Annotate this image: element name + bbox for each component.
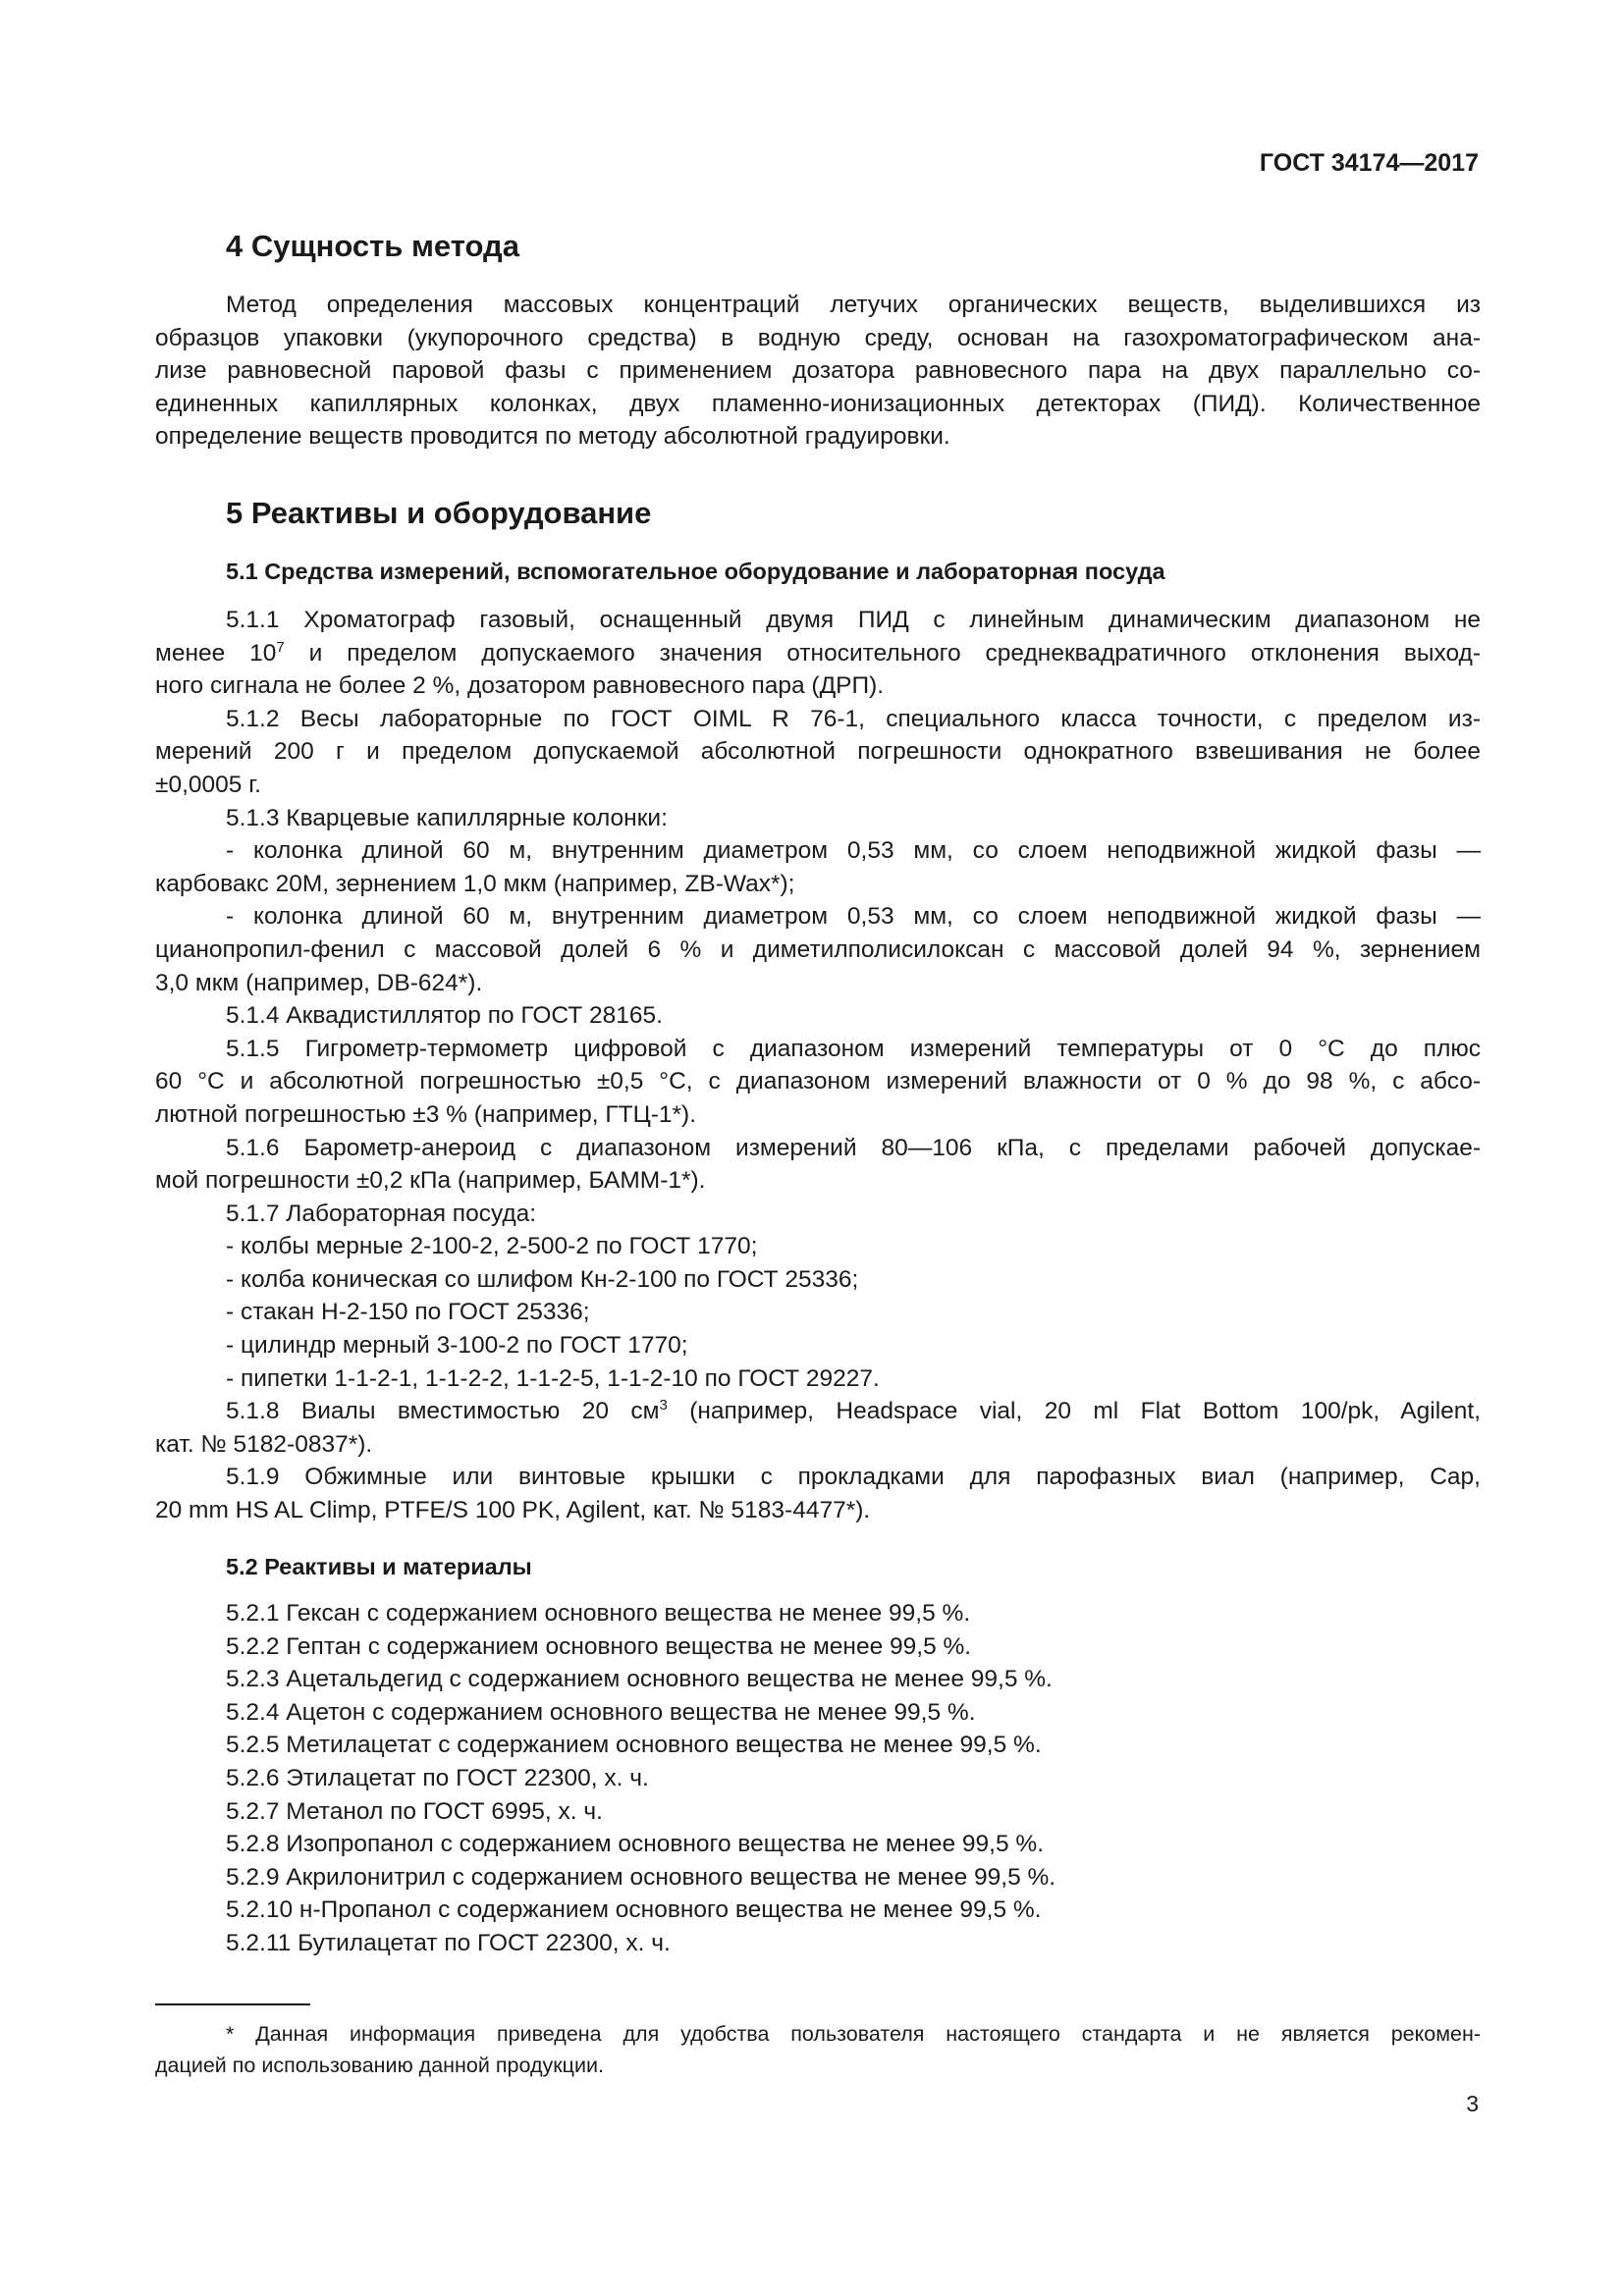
text-line: определение веществ проводится по методу абсолютной градуировки.: [155, 423, 950, 451]
text-line: ±0,0005 г.: [155, 771, 261, 798]
text-line: 5.1.9 Обжимные или винтовые крышки с прокладками для парофазных виал (например, Cap,: [226, 1464, 1481, 1491]
text-line: 3,0 мкм (например, DB-624*).: [155, 969, 483, 996]
text-line: ного сигнала не более 2 %, дозатором равновесного пара (ДРП).: [155, 672, 885, 700]
text-line: 5.1.5 Гигрометр-термометр цифровой с диапазоном измерений температуры от 0 °С до плюс: [226, 1035, 1481, 1062]
section-5-2-body: [155, 1597, 1481, 1960]
text-line: - колба коническая со шлифом Кн-2-100 по ГОСТ 25336;: [226, 1265, 859, 1293]
footnote-divider: [155, 2003, 310, 2005]
list-item: 5.2.5 Метилацетат с содержанием основного вещества не менее 99,5 %.: [226, 1732, 1042, 1759]
text-line: - колбы мерные 2-100-2, 2-500-2 по ГОСТ 1770;: [226, 1233, 758, 1260]
text-line: 20 mm HS AL Climp, PTFE/S 100 PK, Agilent, кат. № 5183-4477*).: [155, 1497, 871, 1524]
text-line: 5.1.6 Барометр-анероид с диапазоном измерений 80—106 кПа, с пределами рабочей допускае-: [226, 1134, 1481, 1161]
list-item: 5.2.6 Этилацетат по ГОСТ 22300, х. ч.: [226, 1764, 649, 1791]
section-5-title: 5 Реактивы и оборудование: [226, 496, 652, 530]
list-item: 5.2.3 Ацетальдегид с содержанием основного вещества не менее 99,5 %.: [226, 1666, 1053, 1693]
page-number: 3: [1466, 2091, 1479, 2116]
text-line: лизе равновесной паровой фазы с применением дозатора равновесного пара на двух параллельно со-: [155, 357, 1481, 385]
text-line: - цилиндр мерный 3-100-2 по ГОСТ 1770;: [226, 1332, 688, 1360]
text-line: мой погрешности ±0,2 кПа (например, БАММ-1*).: [155, 1167, 706, 1195]
text: 5.1.8 Виалы вместимостью 20 см: [226, 1398, 660, 1425]
list-item: 5.2.4 Ацетон с содержанием основного вещества не менее 99,5 %.: [226, 1698, 976, 1726]
text-line: [155, 637, 1481, 670]
superscript: 7: [276, 638, 285, 656]
list-item: 5.2.10 н-Пропанол с содержанием основного вещества не менее 99,5 %.: [226, 1896, 1042, 1924]
footnote-line: дацией по использованию данной продукции.: [155, 2054, 604, 2077]
text-line: цианопропил-фенил с массовой долей 6 % и диметилполисилоксан с массовой долей 94 %, зернением: [155, 935, 1481, 963]
text-line: карбовакс 20М, зернением 1,0 мкм (например, ZB-Wax*);: [155, 870, 795, 897]
text-line: - колонка длиной 60 м, внутренним диаметром 0,53 мм, со слоем неподвижной жидкой фазы —: [226, 837, 1481, 865]
text: (например, Headspace vial, 20 ml Flat Bottom 100/pk, Agilent,: [667, 1398, 1481, 1425]
text-line: - пипетки 1-1-2-1, 1-1-2-2, 1-1-2-5, 1-1-2-10 по ГОСТ 29227.: [226, 1364, 880, 1392]
text: и пределом допускаемого значения относительного среднеквадратичного отклонения выход-: [284, 639, 1481, 667]
text-line: - стакан Н-2-150 по ГОСТ 25336;: [226, 1299, 590, 1326]
text-line: 5.1.4 Аквадистиллятор по ГОСТ 28165.: [226, 1002, 663, 1030]
section-4-body: [155, 289, 1481, 454]
text-line: мерений 200 г и пределом допускаемой абсолютной погрешности однократного взвешивания не более: [155, 738, 1481, 766]
text-line: 5.1.1 Хроматограф газовый, оснащенный двумя ПИД с линейным динамическим диапазоном не: [226, 607, 1481, 633]
text-line: - колонка длиной 60 м, внутренним диаметром 0,53 мм, со слоем неподвижной жидкой фазы —: [226, 903, 1481, 931]
list-item: 5.2.2 Гептан с содержанием основного вещества не менее 99,5 %.: [226, 1632, 972, 1660]
list-item: 5.2.7 Метанол по ГОСТ 6995, х. ч.: [226, 1797, 603, 1825]
text-line: Метод определения массовых концентраций летучих органических веществ, выделившихся из: [226, 292, 1481, 318]
document-id: ГОСТ 34174—2017: [1259, 149, 1479, 177]
section-5-1-title: 5.1 Средства измерений, вспомогательное оборудование и лабораторная посуда: [226, 559, 1165, 584]
footnote-line: * Данная информация приведена для удобства пользователя настоящего стандарта и не является рекомен-: [226, 2022, 1481, 2046]
text-line: кат. № 5182-0837*).: [155, 1430, 373, 1458]
text-line: лютной погрешностью ±3 % (например, ГТЦ-1*).: [155, 1100, 697, 1128]
text-line: 60 °С и абсолютной погрешностью ±0,5 °С, с диапазоном измерений влажности от 0 % до 98 %, с абсо-: [155, 1068, 1481, 1095]
text-line: [155, 1395, 1481, 1428]
section-5-2-title: 5.2 Реактивы и материалы: [226, 1554, 532, 1579]
text-line: 5.1.7 Лабораторная посуда:: [226, 1200, 537, 1227]
text: менее 10: [155, 639, 277, 667]
list-item: 5.2.9 Акрилонитрил с содержанием основного вещества не менее 99,5 %.: [226, 1863, 1056, 1891]
list-item: 5.2.8 Изопропанол с содержанием основного вещества не менее 99,5 %.: [226, 1831, 1044, 1858]
section-5-1-body: [155, 604, 1481, 1527]
list-item: 5.2.11 Бутилацетат по ГОСТ 22300, х. ч.: [226, 1929, 671, 1956]
text-line: образцов упаковки (укупорочного средства) в водную среду, основан на газохроматографическом ана-: [155, 324, 1481, 351]
text-line: 5.1.3 Кварцевые капиллярные колонки:: [226, 804, 668, 831]
text-line: единенных капиллярных колонках, двух пламенно-ионизационных детекторах (ПИД). Количественное: [155, 390, 1481, 417]
list-item: 5.2.1 Гексан с содержанием основного вещества не менее 99,5 %.: [226, 1600, 971, 1627]
superscript: 3: [659, 1397, 668, 1415]
text-line: 5.1.2 Весы лабораторные по ГОСТ OIML R 76-1, специального класса точности, с пределом из-: [226, 705, 1481, 732]
footnote: [155, 2018, 1481, 2081]
section-4-title: 4 Сущность метода: [226, 229, 519, 263]
